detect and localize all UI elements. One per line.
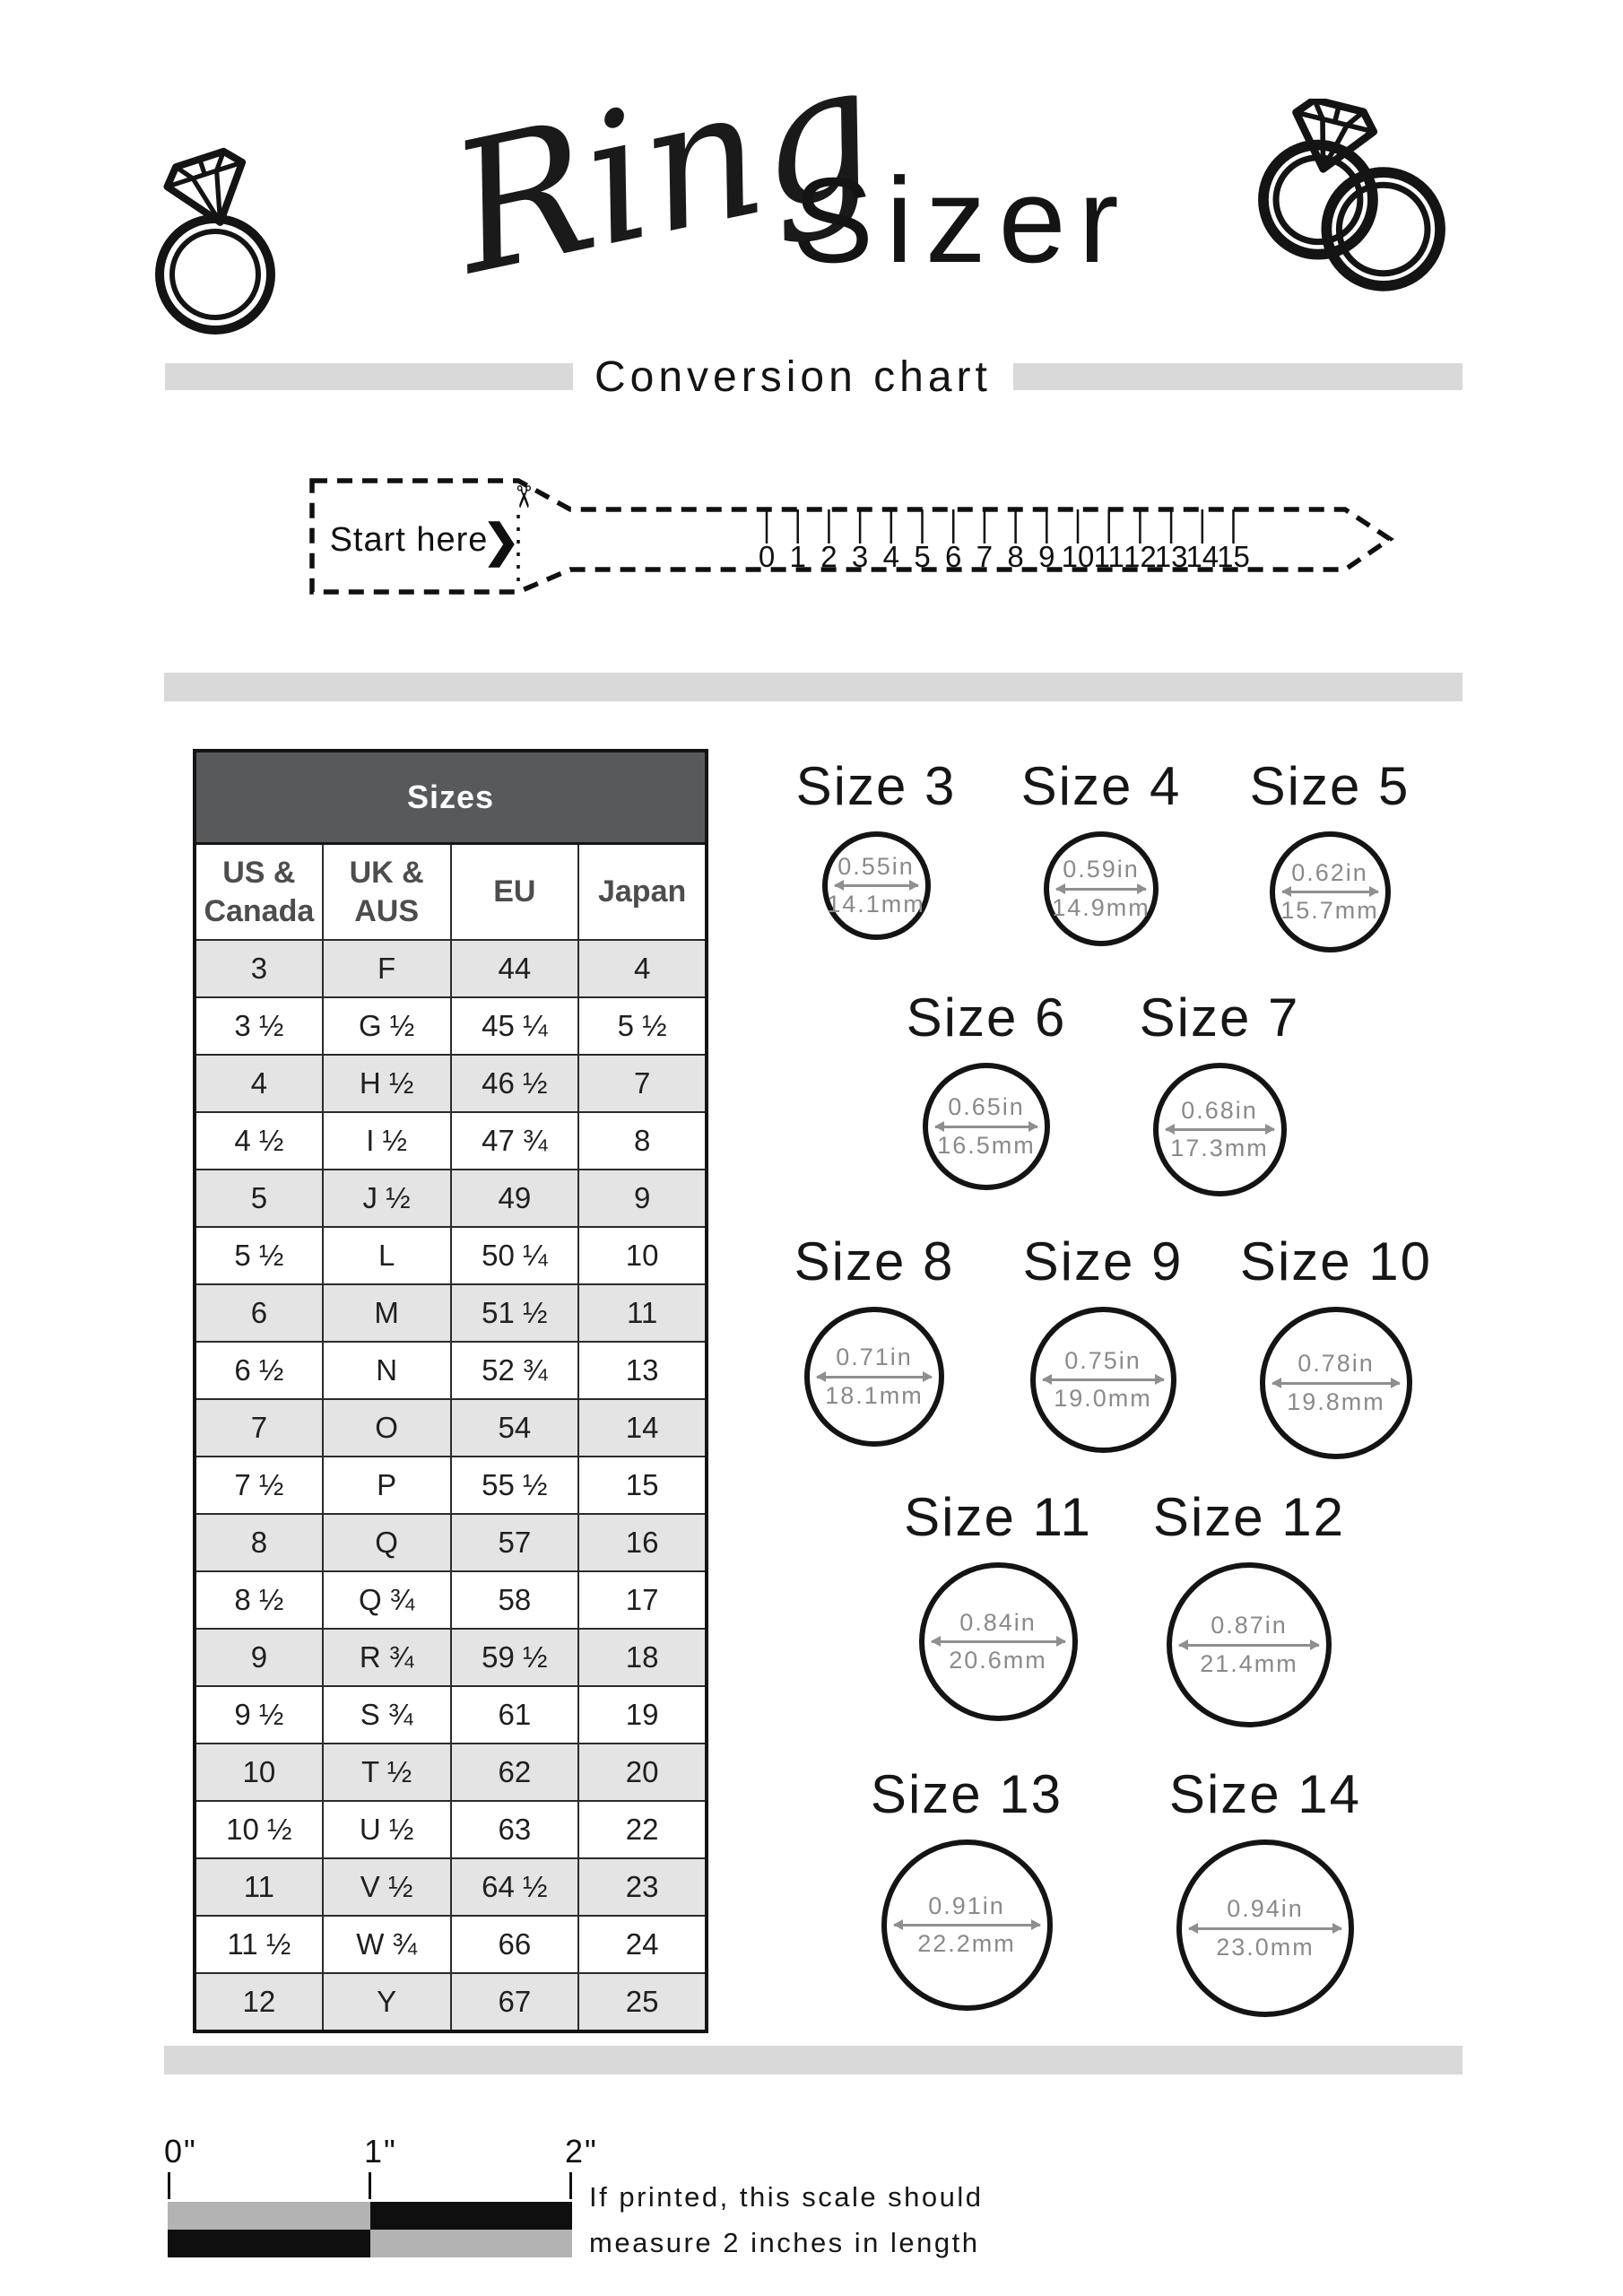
ruler-number: 0 — [758, 540, 776, 573]
table-cell: Y — [323, 1973, 451, 2031]
diameter-arrow-icon — [1179, 1644, 1319, 1647]
table-cell: 4 — [578, 940, 707, 997]
ruler-number: 5 — [914, 540, 931, 573]
subtitle-row — [165, 352, 1462, 401]
table-cell: 5 ½ — [195, 1227, 323, 1284]
ring-size-circle — [881, 1839, 1053, 2011]
table-row — [195, 1973, 707, 2031]
ring-size-circle — [923, 1063, 1050, 1190]
table-cell: 63 — [451, 1801, 579, 1858]
table-cell: 14 — [578, 1399, 707, 1457]
scale-label-1in: 1" — [364, 2133, 397, 2170]
ring-size-title: Size 3 — [795, 756, 957, 816]
table-row — [195, 997, 707, 1055]
ring-size-group — [1140, 1763, 1391, 2017]
size-conversion-table — [193, 749, 708, 2033]
ruler-number: 2 — [820, 540, 838, 573]
table-cell: 54 — [451, 1399, 579, 1457]
table-cell: M — [323, 1284, 451, 1342]
table-cell: 45 ¼ — [451, 997, 579, 1055]
diameter-mm: 19.0mm — [1054, 1385, 1152, 1412]
diameter-inches: 0.59in — [1063, 856, 1140, 883]
table-cell: Q ¾ — [323, 1571, 451, 1629]
page-title-script: Ring — [435, 22, 893, 316]
ring-size-group — [977, 1231, 1228, 1453]
diameter-arrow-icon — [932, 1640, 1065, 1643]
scissors-icon: ✂ — [506, 483, 540, 510]
subtitle: Conversion chart — [595, 352, 992, 401]
table-cell: J ½ — [323, 1170, 451, 1227]
scale-segment-gray — [168, 2202, 370, 2230]
ring-size-circle — [804, 1307, 944, 1447]
diameter-inches: 0.91in — [928, 1892, 1005, 1919]
ring-size-circle — [1270, 831, 1391, 952]
ruler-number: 3 — [851, 540, 869, 573]
ring-size-group — [751, 755, 1002, 940]
column-header-eu: EU — [451, 844, 579, 941]
ring-size-title: Size 14 — [1168, 1764, 1362, 1824]
table-cell: 49 — [451, 1170, 579, 1227]
scale-label-2in: 2" — [565, 2133, 598, 2170]
table-cell: 6 — [195, 1284, 323, 1342]
ring-size-group — [749, 1231, 1000, 1447]
table-cell: I ½ — [323, 1112, 451, 1170]
table-cell: 22 — [578, 1801, 707, 1858]
table-cell: 11 — [578, 1284, 707, 1342]
table-cell: 3 ½ — [195, 997, 323, 1055]
table-row — [195, 1801, 707, 1858]
ring-size-circle — [1260, 1307, 1412, 1459]
scale-tick — [168, 2172, 170, 2199]
table-cell: 9 — [195, 1629, 323, 1686]
table-row — [195, 1514, 707, 1571]
table-cell: F — [323, 940, 451, 997]
ring-size-circle — [919, 1562, 1078, 1721]
table-cell: 19 — [578, 1686, 707, 1744]
ring-size-group — [861, 987, 1112, 1190]
ruler-ticks — [759, 509, 1250, 573]
diameter-inches: 0.87in — [1211, 1612, 1288, 1639]
table-row — [195, 1571, 707, 1629]
table-cell: 50 ¼ — [451, 1227, 579, 1284]
table-cell: R ¾ — [323, 1629, 451, 1686]
table-cell: 8 — [578, 1112, 707, 1170]
diameter-mm: 20.6mm — [949, 1647, 1047, 1674]
diameter-arrow-icon — [835, 884, 918, 887]
table-cell: 52 ¾ — [451, 1342, 579, 1399]
table-cell: V ½ — [323, 1858, 451, 1916]
ring-sizer-strip — [305, 472, 1408, 608]
scale-segment-black — [370, 2202, 573, 2230]
table-row — [195, 1227, 707, 1284]
table-cell: 10 ½ — [195, 1801, 323, 1858]
table-cell: 8 ½ — [195, 1571, 323, 1629]
ring-size-group — [1211, 1231, 1462, 1459]
ring-size-group — [976, 755, 1227, 946]
table-cell: 46 ½ — [451, 1055, 579, 1112]
diameter-arrow-icon — [1043, 1378, 1164, 1381]
ruler-number: 12 — [1124, 540, 1157, 573]
column-header-uk-aus: UK & AUS — [323, 844, 451, 941]
scale-tick — [569, 2172, 572, 2199]
table-cell: 13 — [578, 1342, 707, 1399]
table-cell: 10 — [578, 1227, 707, 1284]
diameter-mm: 19.8mm — [1287, 1387, 1385, 1415]
divider-bar-top — [164, 673, 1462, 701]
ruler-number: 4 — [882, 540, 899, 573]
ruler-number: 9 — [1038, 540, 1055, 573]
table-row — [195, 1457, 707, 1514]
table-cell: N — [323, 1342, 451, 1399]
table-cell: U ½ — [323, 1801, 451, 1858]
table-cell: 5 ½ — [578, 997, 707, 1055]
table-cell: 64 ½ — [451, 1858, 579, 1916]
ruler-number: 7 — [976, 540, 994, 573]
table-cell: 6 ½ — [195, 1342, 323, 1399]
table-cell: 20 — [578, 1744, 707, 1801]
scale-label-0in: 0" — [164, 2133, 197, 2170]
ring-size-group — [841, 1763, 1092, 2011]
ring-size-circle — [1153, 1063, 1287, 1196]
table-cell: 61 — [451, 1686, 579, 1744]
table-cell: 3 — [195, 940, 323, 997]
table-cell: G ½ — [323, 997, 451, 1055]
diameter-mm: 16.5mm — [937, 1131, 1036, 1159]
table-row — [195, 1399, 707, 1457]
diameter-arrow-icon — [1056, 888, 1146, 891]
table-cell: 57 — [451, 1514, 579, 1571]
ring-size-circle — [1030, 1307, 1176, 1453]
table-row — [195, 1916, 707, 1973]
table-cell: Q — [323, 1514, 451, 1571]
diamond-ring-icon — [135, 135, 296, 346]
table-cell: 5 — [195, 1170, 323, 1227]
diameter-mm: 14.9mm — [1052, 893, 1150, 921]
divider-bar-bottom — [164, 2046, 1462, 2074]
table-cell: 62 — [451, 1744, 579, 1801]
diameter-arrow-icon — [1282, 891, 1378, 893]
table-cell: L — [323, 1227, 451, 1284]
page-title: Sizer — [793, 152, 1132, 288]
ring-size-title: Size 7 — [1139, 987, 1300, 1048]
table-cell: 67 — [451, 1973, 579, 2031]
table-row — [195, 940, 707, 997]
table-cell: 9 — [578, 1170, 707, 1227]
diameter-inches: 0.71in — [836, 1344, 913, 1371]
diameter-inches: 0.84in — [959, 1608, 1037, 1636]
ring-size-title: Size 11 — [904, 1487, 1092, 1547]
ring-size-circle — [1044, 831, 1159, 946]
table-row — [195, 1055, 707, 1112]
diameter-arrow-icon — [1272, 1382, 1400, 1385]
diameter-mm: 17.3mm — [1170, 1135, 1269, 1161]
diameter-mm: 21.4mm — [1200, 1649, 1298, 1677]
table-cell: 17 — [578, 1571, 707, 1629]
ruler-number: 1 — [789, 540, 806, 573]
diameter-mm: 22.2mm — [917, 1930, 1016, 1957]
print-scale-note-line2: measure 2 inches in length — [589, 2227, 980, 2258]
table-cell: 15 — [578, 1457, 707, 1514]
start-here-label: Start here — [329, 521, 489, 559]
ring-size-circle — [822, 831, 931, 940]
table-cell: 59 ½ — [451, 1629, 579, 1686]
table-cell: 25 — [578, 1973, 707, 2031]
table-cell: P — [323, 1457, 451, 1514]
column-header-japan: Japan — [578, 844, 707, 941]
scale-bar-row-top — [168, 2202, 572, 2230]
diameter-inches: 0.78in — [1298, 1350, 1375, 1378]
diameter-inches: 0.55in — [838, 852, 915, 880]
print-scale-note-line1: If printed, this scale should — [589, 2181, 984, 2213]
print-scale — [164, 2133, 1459, 2294]
table-row — [195, 1744, 707, 1801]
ruler-number: 10 — [1061, 540, 1095, 573]
ring-size-title: Size 9 — [1022, 1231, 1184, 1292]
scale-segment-gray — [370, 2230, 573, 2257]
table-header-row — [195, 844, 707, 941]
ring-size-title: Size 12 — [1152, 1487, 1346, 1547]
table-cell: 8 — [195, 1514, 323, 1571]
diameter-mm: 18.1mm — [825, 1381, 924, 1409]
diameter-inches: 0.94in — [1227, 1895, 1304, 1923]
diameter-arrow-icon — [894, 1924, 1040, 1926]
table-cell: 7 — [195, 1399, 323, 1457]
table-cell: 4 ½ — [195, 1112, 323, 1170]
table-row — [195, 1686, 707, 1744]
table-cell: 66 — [451, 1916, 579, 1973]
ring-size-title: Size 13 — [870, 1764, 1063, 1824]
ring-size-group — [1204, 755, 1455, 952]
ring-size-circle — [1176, 1839, 1354, 2017]
table-cell: H ½ — [323, 1055, 451, 1112]
table-cell: 24 — [578, 1916, 707, 1973]
column-header-us-canada: US & Canada — [195, 844, 323, 941]
table-cell: 11 — [195, 1858, 323, 1916]
double-rings-icon — [1246, 99, 1457, 305]
table-cell: 9 ½ — [195, 1686, 323, 1744]
table-row — [195, 1629, 707, 1686]
table-row — [195, 1342, 707, 1399]
diameter-inches: 0.62in — [1291, 858, 1368, 886]
ruler-number: 13 — [1154, 540, 1188, 573]
table-cell: 10 — [195, 1744, 323, 1801]
table-cell: 47 ¾ — [451, 1112, 579, 1170]
table-title: Sizes — [195, 751, 707, 844]
print-scale-note — [589, 2174, 984, 2266]
ring-size-title: Size 5 — [1249, 756, 1410, 816]
scale-bar-row-bottom — [168, 2230, 572, 2257]
ring-size-group — [1094, 987, 1345, 1196]
diameter-arrow-icon — [817, 1376, 932, 1378]
table-cell: O — [323, 1399, 451, 1457]
table-cell: 51 ½ — [451, 1284, 579, 1342]
table-cell: S ¾ — [323, 1686, 451, 1744]
table-cell: 18 — [578, 1629, 707, 1686]
ruler-number: 15 — [1217, 540, 1250, 573]
table-title-row — [195, 751, 707, 844]
table-row — [195, 1284, 707, 1342]
table-cell: 12 — [195, 1973, 323, 2031]
table-cell: 16 — [578, 1514, 707, 1571]
table-row — [195, 1858, 707, 1916]
ruler-number: 14 — [1185, 540, 1219, 573]
ring-size-title: Size 6 — [906, 987, 1067, 1048]
diameter-arrow-icon — [935, 1126, 1037, 1128]
diameter-arrow-icon — [1189, 1927, 1341, 1930]
ring-size-title: Size 4 — [1020, 756, 1182, 816]
table-cell: 7 ½ — [195, 1457, 323, 1514]
scale-segment-black — [168, 2230, 370, 2257]
table-cell: 11 ½ — [195, 1916, 323, 1973]
ruler-number: 6 — [945, 540, 962, 573]
table-cell: 44 — [451, 940, 579, 997]
table-cell: W ¾ — [323, 1916, 451, 1973]
ring-size-title: Size 8 — [794, 1231, 955, 1292]
table-cell: 58 — [451, 1571, 579, 1629]
table-cell: T ½ — [323, 1744, 451, 1801]
diameter-mm: 15.7mm — [1280, 897, 1379, 924]
table-row — [195, 1112, 707, 1170]
subtitle-bar-right — [1013, 363, 1462, 390]
diameter-mm: 14.1mm — [827, 891, 925, 918]
start-chevron-icon: ❯ — [482, 516, 520, 566]
table-cell: 4 — [195, 1055, 323, 1112]
diameter-inches: 0.65in — [948, 1093, 1025, 1121]
ring-size-circle — [1167, 1562, 1332, 1727]
diameter-arrow-icon — [1166, 1128, 1274, 1131]
diameter-inches: 0.75in — [1064, 1346, 1141, 1374]
scale-tick — [369, 2172, 371, 2199]
ruler-number: 8 — [1007, 540, 1024, 573]
table-row — [195, 1170, 707, 1227]
ring-size-group — [1124, 1486, 1375, 1727]
table-cell: 23 — [578, 1858, 707, 1916]
ruler-number: 11 — [1093, 540, 1124, 573]
diameter-inches: 0.68in — [1181, 1096, 1258, 1124]
table-cell: 7 — [578, 1055, 707, 1112]
ring-size-title: Size 10 — [1239, 1231, 1433, 1292]
diameter-mm: 23.0mm — [1216, 1933, 1315, 1961]
ring-size-group — [872, 1486, 1124, 1721]
subtitle-bar-left — [165, 363, 573, 390]
table-cell: 55 ½ — [451, 1457, 579, 1514]
